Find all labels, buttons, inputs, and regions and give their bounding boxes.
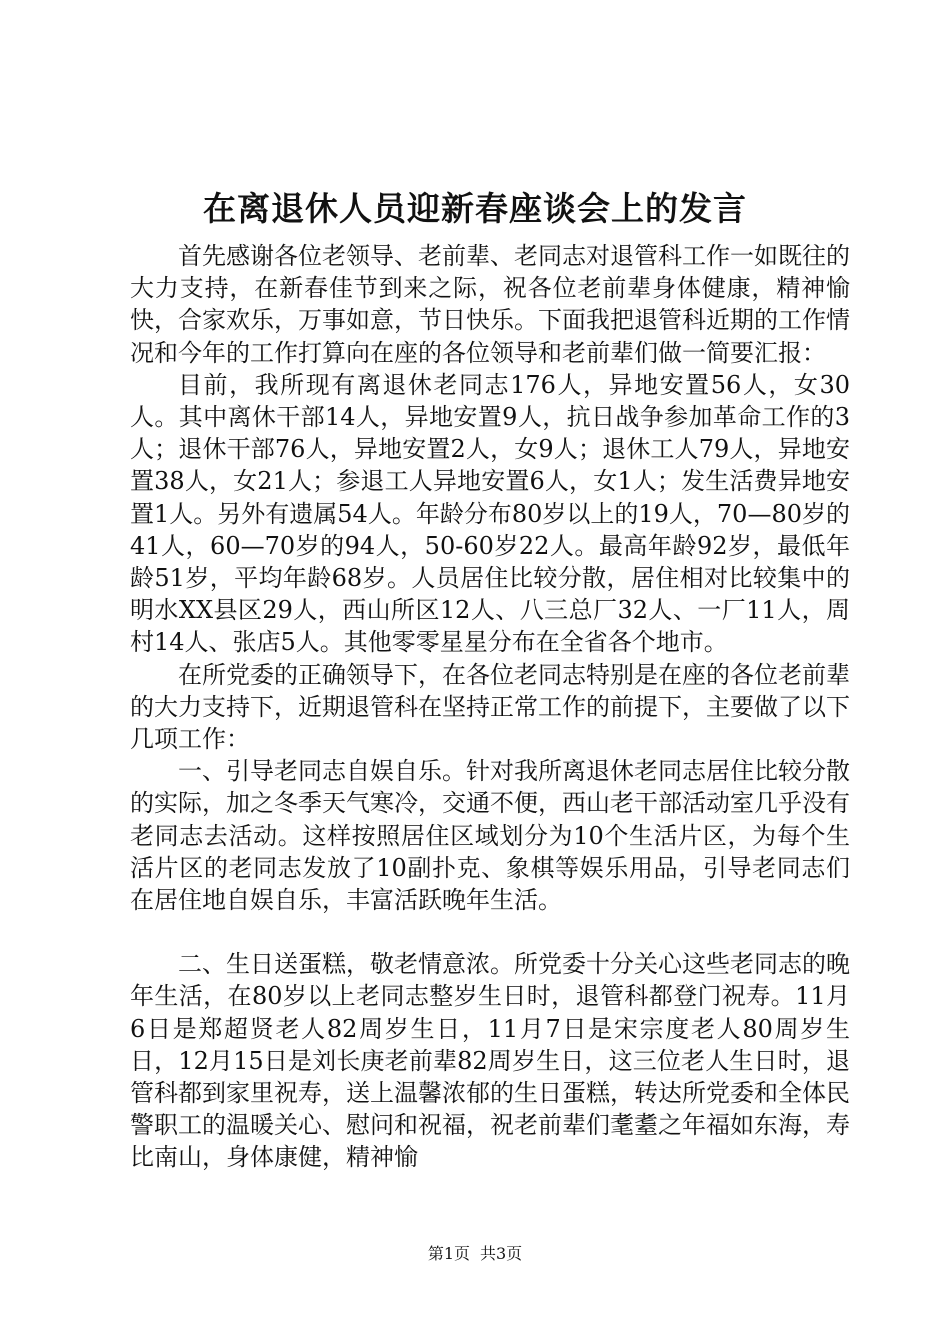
page-total: 共3页 <box>480 1244 523 1263</box>
document-body <box>130 240 850 1174</box>
document-title: 在离退休人员迎新春座谈会上的发言 <box>203 189 747 228</box>
paragraph-item-one: 一、引导老同志自娱自乐。针对我所离退休老同志居住比较分散的实际，加之冬季天气寒冷，交通不便，西山老干部活动室几乎没有老同志去活动。这样按照居住区域划分为10个生活片区，为每个生活片区的老同志发放了10副扑克、象棋等娱乐用品，引导老同志们在居住地自娱自乐，丰富活跃晚年生活。 <box>130 757 850 915</box>
paragraph-item-two: 二、生日送蛋糕，敬老情意浓。所党委十分关心这些老同志的晚年生活，在80岁以上老同志整岁生日时，退管科都登门祝寿。11月6日是郑超贤老人82周岁生日，11月7日是宋宗度老人80周岁生日，12月15日是刘长庚老前辈82周岁生日，这三位老人生日时，退管科都到家里祝寿，送上温馨浓郁的生日蛋糕，转达所党委和全体民警职工的温暖关心、慰问和祝福，祝老前辈们耄耋之年福如东海，寿比南山，身体康健，精神愉 <box>130 950 850 1172</box>
paragraph-statistics: 目前，我所现有离退休老同志176人，异地安置56人，女30人。其中离休干部14人，异地安置9人，抗日战争参加革命工作的3人；退休干部76人，异地安置2人，女9人；退休工人79人，异地安置38人，女21人；参退工人异地安置6人，女1人；发生活费异地安置1人。另外有遗属54人。年龄分布80岁以上的19人，70—80岁的41人，60—70岁的94人，50-60岁22人。最高年龄92岁，最低年龄51岁，平均年龄68岁。人员居住比较分散，居住相对比较集中的明水XX县区29人，西山所区12人、八三总厂32人、一厂11人，周村14人、张店5人。其他零零星星分布在全省各个地市。 <box>130 370 850 657</box>
page-footer <box>0 1243 950 1265</box>
paragraph-work-intro: 在所党委的正确领导下，在各位老同志特别是在座的各位老前辈的大力支持下，近期退管科在坚持正常工作的前提下，主要做了以下几项工作： <box>130 660 850 754</box>
page-number: 第1页 <box>427 1244 470 1263</box>
paragraph-opening: 首先感谢各位老领导、老前辈、老同志对退管科工作一如既往的大力支持，在新春佳节到来之际，祝各位老前辈身体健康，精神愉快，合家欢乐，万事如意，节日快乐。下面我把退管科近期的工作情况和今年的工作打算向在座的各位领导和老前辈们做一简要汇报： <box>130 242 850 367</box>
